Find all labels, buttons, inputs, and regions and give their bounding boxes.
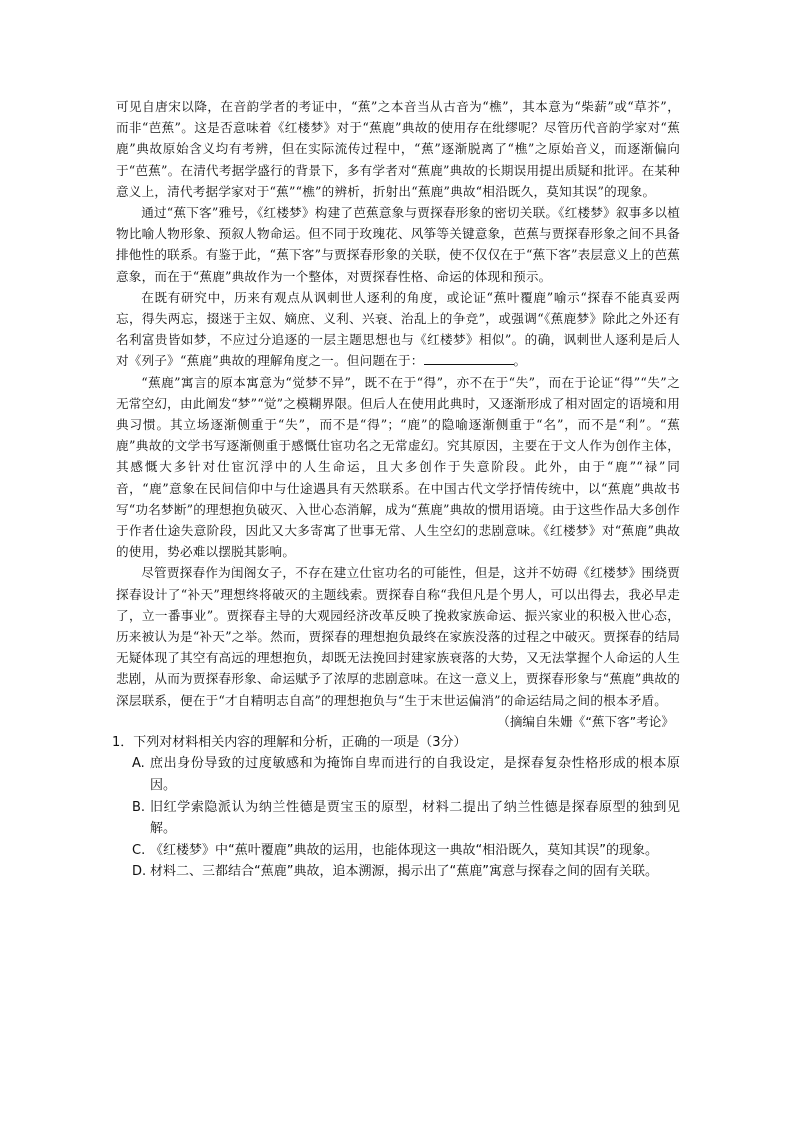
option-label: B. bbox=[132, 799, 146, 815]
paragraph-3 bbox=[116, 287, 680, 372]
option-label: A. bbox=[132, 756, 145, 772]
option-text: 材料二、三都结合“蕉鹿”典故，追本溯源，揭示出了“蕉鹿”寓意与探春之间的固有关联。 bbox=[150, 864, 658, 880]
paragraph-4: “蕉鹿”寓言的原本寓意为“觉梦不异”，既不在于“得”，亦不在于“失”，而在于论证“得”“失”之无常空幻，由此阐发“梦”“觉”之模糊界限。但后人在使用此典时，又逐渐形成了相对固定的语境和用典习惯。其立场逐渐侧重于“失”，而不是“得”；“鹿”的隐喻逐渐侧重于“名”，而不是“利”。“蕉鹿”典故的文学书写逐渐侧重于感慨仕宦功名之无常虚幻。究其原因，主要在于文人作为创作主体，其感慨大多针对仕宦沉浮中的人生命运，且大多创作于失意阶段。此外，由于“鹿”“禄”同音，“鹿”意象在民间信仰中与仕途遇具有天然联系。在中国古代文学抒情传统中，以“蕉鹿”典故书写“功名梦断”的理想抱负破灭、入世心态消解，成为“蕉鹿”典故的惯用语境。由于这些作品大多创作于作者仕途失意阶段，因此又大多寄寓了世事无常、人生空幻的悲剧意味。《红楼梦》对“蕉鹿”典故的使用，势必难以摆脱其影响。 bbox=[116, 374, 680, 560]
fill-in-blank bbox=[424, 352, 514, 365]
paragraph-3-end: 。 bbox=[513, 353, 527, 369]
option-text: 庶出身份导致的过度敏感和为掩饰自卑而进行的自我设定，是探春复杂性格形成的根本原因。 bbox=[150, 756, 680, 794]
question-stem: 1．下列对材料相关内容的理解和分析，正确的一项是（3分） bbox=[112, 734, 467, 750]
question-1 bbox=[112, 732, 680, 883]
option-text: 《红楼梦》中“蕉叶覆鹿”典故的运用，也能体现这一典故“相沿既久，莫知其误”的现象。 bbox=[150, 842, 658, 858]
paragraph-1: 可见自唐宋以降，在音韵学者的考证中，“蕉”之本音当从古音为“樵”，其本意为“柴薪”或“草芥”，而非“芭蕉”。这是否意味着《红楼梦》对于“蕉鹿”典故的使用存在纰缪呢？尽管历代音韵学家对“蕉鹿”典故原始含义均有考辨，但在实际流传过程中，“蕉”逐渐脱离了“樵”之原始音义，而逐渐偏向于“芭蕉”。在清代考据学盛行的背景下，多有学者对“蕉鹿”典故的长期误用提出质疑和批评。在某种意义上，清代考据学家对于“蕉”“樵”的辨析，折射出“蕉鹿”典故“相沿既久，莫知其误”的现象。 bbox=[116, 99, 680, 199]
option-a bbox=[132, 753, 680, 796]
reading-passage bbox=[112, 96, 680, 883]
option-d bbox=[132, 861, 680, 883]
paragraph-5: 尽管贾探春作为闺阁女子，不存在建立仕宦功名的可能性，但是，这并不妨碍《红楼梦》围绕贾探春设计了“补天”理想终将破灭的主题线索。贾探春自称“我但凡是个男人，可以出得去，我必早走了，立一番事业”。贾探春主导的大观园经济改革反映了挽救家族命运、振兴家业的积极入世心态，历来被认为是“补天”之举。然而，贾探春的理想抱负最终在家族没落的过程之中破灭。贾探春的结局无疑体现了其空有高远的理想抱负，却既无法挽回封建家族衰落的大势，又无法掌握个人命运的人生悲剧，从而为贾探春形象、命运赋予了浓厚的悲剧意味。在这一意义上，贾探春形象与“蕉鹿”典故的深层联系，便在于“才自精明志自高”的理想抱负与“生于末世运偏消”的命运结局之间的根本矛盾。 bbox=[116, 565, 680, 708]
source-citation: （摘编自朱姗《“蕉下客”考论》 bbox=[497, 713, 674, 729]
option-c bbox=[132, 840, 680, 862]
option-text: 旧红学索隐派认为纳兰性德是贾宝玉的原型，材料二提出了纳兰性德是探春原型的独到见解。 bbox=[150, 799, 680, 837]
paragraph-3-text: 在既有研究中，历来有观点从讽刺世人逐利的角度，或论证“蕉叶覆鹿”喻示“探春不能真妥两忘，得失两忘，掇迷于主奴、嫡庶、义利、兴衰、治乱上的争竞”，或强调“《蕉鹿梦》除此之外还有名利富贵皆如梦，不应过分追逐的一层主题思想也与《红楼梦》相似”。的确，讽刺世人逐利是后人对《列子》“蕉鹿”典故的理解角度之一。但问题在于： bbox=[116, 289, 680, 369]
option-label: D. bbox=[132, 864, 147, 880]
option-b bbox=[132, 797, 680, 840]
paragraph-2: 通过“蕉下客”雅号，《红楼梦》构建了芭蕉意象与贾探春形象的密切关联。《红楼梦》叙事多以植物比喻人物形象、预叙人物命运。但不同于玫瑰花、风筝等关键意象，芭蕉与贾探春形象之间不具备排他性的联系。有鉴于此，“蕉下客”与贾探春形象的关联，使不仅仅在于“蕉下客”表层意义上的芭蕉意象，而在于“蕉鹿”典故作为一个整体，对贾探春性格、命运的体现和预示。 bbox=[116, 205, 680, 284]
option-label: C. bbox=[132, 842, 146, 858]
